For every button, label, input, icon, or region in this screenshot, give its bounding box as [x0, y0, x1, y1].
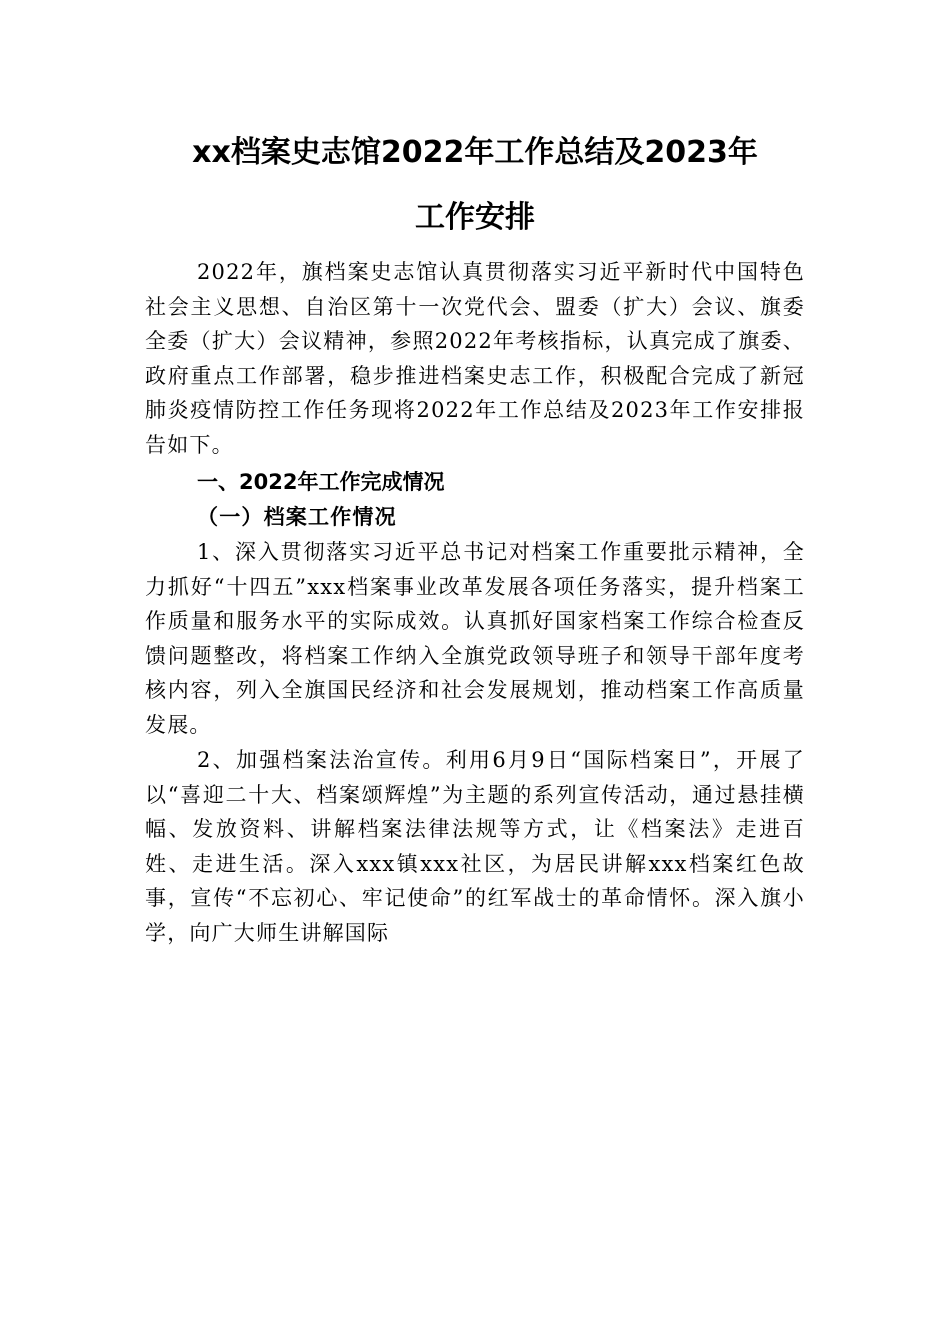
item-2-paragraph: 2、加强档案法治宣传。利用6月9日“国际档案日”，开展了以“喜迎二十大、档案颂辉煌”为主题的系列宣传活动，通过悬挂横幅、发放资料、讲解档案法律法规等方式，让《档案法》走进百姓、走进生活。深入xxx镇xxx社区，为居民讲解xxx档案红色故事，宣传“不忘初心、牢记使命”的红军战士的革命情怀。深入旗小学，向广大师生讲解国际: [145, 748, 805, 945]
document-title-line-2: 工作安排: [415, 200, 535, 235]
section-1-heading: 一、2022年工作完成情况: [197, 470, 445, 494]
item-1-paragraph: 1、深入贯彻落实习近平总书记对档案工作重要批示精神，全力抓好“十四五”xxx档案事业改革发展各项任务落实，提升档案工作质量和服务水平的实际成效。认真抓好国家档案工作综合检查反馈问题整改，将档案工作纳入全旗党政领导班子和领导干部年度考核内容，列入全旗国民经济和社会发展规划，推动档案工作高质量发展。: [145, 540, 805, 737]
intro-paragraph: 2022年，旗档案史志馆认真贯彻落实习近平新时代中国特色社会主义思想、自治区第十一次党代会、盟委（扩大）会议、旗委全委（扩大）会议精神，参照2022年考核指标，认真完成了旗委、政府重点工作部署，稳步推进档案史志工作，积极配合完成了新冠肺炎疫情防控工作任务现将2022年工作总结及2023年工作安排报告如下。: [145, 260, 805, 457]
subsection-1-heading: （一）档案工作情况: [197, 504, 397, 529]
document-title-line-1: xx档案史志馆2022年工作总结及2023年: [192, 135, 758, 170]
